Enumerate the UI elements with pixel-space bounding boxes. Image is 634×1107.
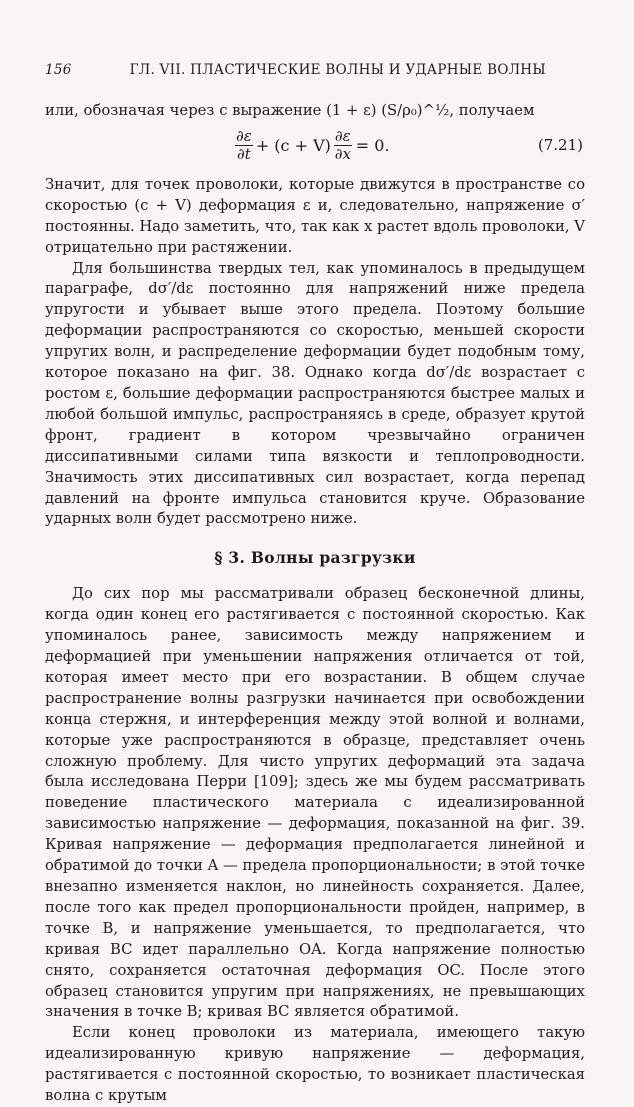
frac-denominator: ∂x xyxy=(334,144,351,163)
paragraph-1: Значит, для точек проволоки, которые движутся в пространстве со скоростью (c + V) деформация ε и, следовательно, напряжение σ′ постоянны. Надо заметить, что, так как x растет вдоль проволоки, V отрицательно при растяжении. xyxy=(45,175,585,256)
partial-eps-dx xyxy=(334,128,352,163)
section-heading: § 3. Волны разгрузки xyxy=(214,548,416,568)
equation-end: = 0. xyxy=(355,135,390,155)
page-number: 156 xyxy=(45,62,72,78)
paragraph-2: Для большинства твердых тел, как упоминалось в предыдущем параграфе, dσ′/dε постоянно для напряжений ниже предела упругости и убывает выше этого предела. Поэтому большие деформации распространяются со скоростью, меньшей скорости упругих волн, и распределение деформации будет подобным тому, которое показано на фиг. 38. Однако когда dσ′/dε возрастает с ростом ε, большие деформации распространяются быстрее малых и любой большой импульс, распространяясь в среде, образует крутой фронт, градиент в котором чрезвычайно ограничен диссипативными силами типа вязкости и теплопроводности. Значимость этих диссипативных сил возрастает, когда перепад давлений на фронте импульса становится круче. Образование ударных волн будет рассмотрено ниже. xyxy=(45,259,585,528)
page-header xyxy=(45,62,584,78)
page-body xyxy=(45,101,585,1107)
frac-numerator: ∂ε xyxy=(334,126,351,145)
equation-number: (7.21) xyxy=(537,135,583,154)
partial-eps-dt xyxy=(235,128,253,163)
equation-7-21 xyxy=(45,124,585,174)
running-title: ГЛ. VII. ПЛАСТИЧЕСКИЕ ВОЛНЫ И УДАРНЫЕ ВОЛНЫ xyxy=(129,62,546,78)
equation-body xyxy=(235,128,389,163)
equation-middle: + (c + V) xyxy=(255,135,331,155)
intro-line: или, обозначая через c выражение (1 + ε) (S/ρ₀)^½, получаем xyxy=(45,102,535,119)
frac-numerator: ∂ε xyxy=(236,126,252,145)
paragraph-4: Если конец проволоки из материала, имеющего такую идеализированную кривую напряжение — деформация, растягивается с постоянной скоростью, то возникает пластическая волна с крутым xyxy=(45,1024,585,1105)
paragraph-3: До сих пор мы рассматривали образец бесконечной длины, когда один конец его растягивается с постоянной скоростью. Как упоминалось ранее, зависимость между напряжением и деформацией при уменьшении напряжения отличается от той, которая имеет место при его возрастании. В общем случае распространение волны разгрузки начинается при освобождении конца стержня, и интерференция между этой волной и волнами, которые уже распространяются в образце, представляет очень сложную проблему. Для чисто упругих деформаций эта задача была исследована Перри [109]; здесь же мы будем рассматривать поведение пластического материала с идеализированной зависимостью напряжение — деформация, показанной на фиг. 39. Кривая напряжение — деформация предполагается линейной и обратимой до точки A — предела пропорциональности; в этой точке внезапно изменяется наклон, но линейность сохраняется. Далее, после того как предел пропорциональности пройден, например, в точке B, и напряжение уменьшается, то предполагается, что кривая BC идет параллельно OA. Когда напряжение полностью снято, сохраняется остаточная деформация OC. После этого образец становится упругим при напряжениях, не превышающих значения в точке B; кривая BC является обратимой. xyxy=(45,585,585,1021)
frac-denominator: ∂t xyxy=(237,144,251,163)
